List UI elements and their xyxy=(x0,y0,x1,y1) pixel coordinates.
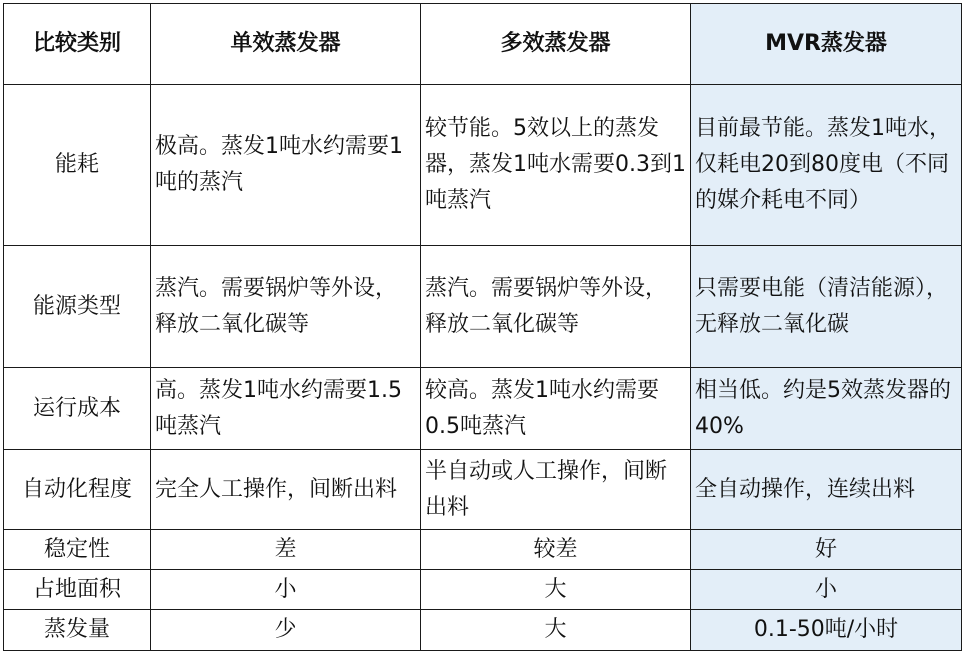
cell-mvr: 好 xyxy=(691,530,962,570)
header-multi-effect: 多效蒸发器 xyxy=(421,4,691,85)
row-label: 运行成本 xyxy=(4,368,151,450)
cell-multi: 蒸汽。需要锅炉等外设，释放二氧化碳等 xyxy=(421,246,691,368)
cell-single: 差 xyxy=(151,530,421,570)
cell-single: 极高。蒸发1吨水约需要1吨的蒸汽 xyxy=(151,85,421,246)
header-row xyxy=(4,4,962,85)
cell-single: 小 xyxy=(151,570,421,610)
header-mvr: MVR蒸发器 xyxy=(691,4,962,85)
cell-mvr: 0.1-50吨/小时 xyxy=(691,610,962,651)
cell-multi: 半自动或人工操作，间断出料 xyxy=(421,450,691,530)
table-row xyxy=(4,530,962,570)
table-row xyxy=(4,570,962,610)
cell-mvr: 只需要电能（清洁能源），无释放二氧化碳 xyxy=(691,246,962,368)
header-single-effect: 单效蒸发器 xyxy=(151,4,421,85)
comparison-table-wrapper xyxy=(3,3,962,651)
cell-multi: 较高。蒸发1吨水约需要0.5吨蒸汽 xyxy=(421,368,691,450)
evaporator-comparison-table xyxy=(3,3,962,651)
cell-single: 完全人工操作，间断出料 xyxy=(151,450,421,530)
cell-mvr: 相当低。约是5效蒸发器的40% xyxy=(691,368,962,450)
cell-mvr: 小 xyxy=(691,570,962,610)
cell-mvr: 目前最节能。蒸发1吨水，仅耗电20到80度电（不同的媒介耗电不同） xyxy=(691,85,962,246)
cell-single: 高。蒸发1吨水约需要1.5吨蒸汽 xyxy=(151,368,421,450)
cell-multi: 大 xyxy=(421,570,691,610)
row-label: 蒸发量 xyxy=(4,610,151,651)
cell-single: 少 xyxy=(151,610,421,651)
row-label: 占地面积 xyxy=(4,570,151,610)
table-row xyxy=(4,85,962,246)
table-row xyxy=(4,368,962,450)
row-label: 能源类型 xyxy=(4,246,151,368)
row-label: 能耗 xyxy=(4,85,151,246)
cell-multi: 大 xyxy=(421,610,691,651)
table-row xyxy=(4,450,962,530)
table-row xyxy=(4,246,962,368)
cell-single: 蒸汽。需要锅炉等外设，释放二氧化碳等 xyxy=(151,246,421,368)
cell-multi: 较差 xyxy=(421,530,691,570)
row-label: 自动化程度 xyxy=(4,450,151,530)
cell-mvr: 全自动操作，连续出料 xyxy=(691,450,962,530)
table-row xyxy=(4,610,962,651)
row-label: 稳定性 xyxy=(4,530,151,570)
header-category: 比较类别 xyxy=(4,4,151,85)
cell-multi: 较节能。5效以上的蒸发器，蒸发1吨水需要0.3到1吨蒸汽 xyxy=(421,85,691,246)
